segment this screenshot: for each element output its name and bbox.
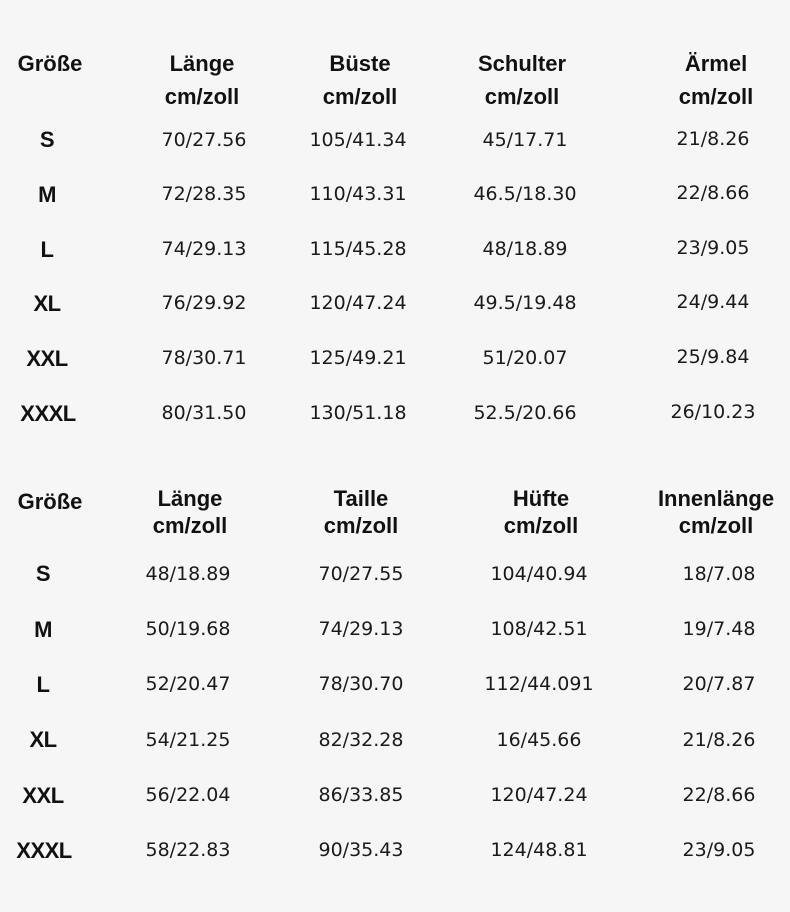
- header-inseam: [658, 485, 774, 539]
- hip-value: 108/42.51: [490, 618, 588, 640]
- header-hip: [504, 485, 579, 539]
- hip-value: 124/48.81: [490, 839, 588, 861]
- size-label: XL: [29, 727, 57, 752]
- waist-value: 70/27.55: [318, 563, 404, 585]
- size-label: S: [35, 561, 51, 586]
- header-label: Innenlänge: [657, 486, 775, 511]
- header-label: Länge: [157, 486, 223, 511]
- inseam-value: 22/8.66: [682, 784, 756, 806]
- shoulder-value: 49.5/19.48: [473, 292, 577, 314]
- shoulder-value: 46.5/18.30: [473, 183, 577, 205]
- length-value: 76/29.92: [161, 292, 247, 314]
- length-value: 58/22.83: [145, 839, 231, 861]
- header-label: Größe: [17, 51, 83, 76]
- length-value: 56/22.04: [145, 784, 231, 806]
- header-unit: cm/zoll: [164, 84, 240, 109]
- length-value: 72/28.35: [161, 183, 247, 205]
- inseam-value: 23/9.05: [682, 839, 756, 861]
- header-unit: cm/zoll: [678, 84, 754, 109]
- hip-value: 120/47.24: [490, 784, 588, 806]
- size-label: S: [39, 127, 55, 152]
- size-label: XXL: [26, 346, 68, 371]
- waist-value: 78/30.70: [318, 673, 404, 695]
- sleeve-value: 24/9.44: [676, 291, 750, 313]
- header-label: Länge: [169, 51, 235, 76]
- bust-value: 125/49.21: [309, 347, 407, 369]
- shoulder-value: 52.5/20.66: [473, 402, 577, 424]
- length-value: 54/21.25: [145, 729, 231, 751]
- header-unit: cm/zoll: [503, 513, 579, 538]
- header-size: [18, 485, 83, 518]
- shoulder-value: 45/17.71: [482, 129, 568, 151]
- bust-value: 120/47.24: [309, 292, 407, 314]
- size-label: XXXL: [20, 401, 76, 426]
- length-value: 48/18.89: [145, 563, 231, 585]
- header-length: [153, 485, 228, 539]
- sleeve-value: 21/8.26: [676, 128, 750, 150]
- header-unit: cm/zoll: [152, 513, 228, 538]
- bust-value: 110/43.31: [309, 183, 407, 205]
- size-label: XL: [33, 291, 61, 316]
- bust-value: 130/51.18: [309, 402, 407, 424]
- header-unit: cm/zoll: [484, 84, 560, 109]
- header-unit: cm/zoll: [322, 84, 398, 109]
- length-value: 70/27.56: [161, 129, 247, 151]
- waist-value: 74/29.13: [318, 618, 404, 640]
- bust-value: 115/45.28: [309, 238, 407, 260]
- waist-value: 82/32.28: [318, 729, 404, 751]
- length-value: 78/30.71: [161, 347, 247, 369]
- header-unit: cm/zoll: [323, 513, 399, 538]
- header-waist: [324, 485, 399, 539]
- header-length: [165, 47, 240, 113]
- size-label: M: [38, 182, 56, 207]
- hip-value: 112/44.091: [484, 673, 594, 695]
- inseam-value: 18/7.08: [682, 563, 756, 585]
- waist-value: 86/33.85: [318, 784, 404, 806]
- header-label: Taille: [333, 486, 389, 511]
- header-label: Ärmel: [684, 51, 748, 76]
- header-size: [18, 47, 83, 80]
- length-value: 80/31.50: [161, 402, 247, 424]
- header-sleeve: [679, 47, 754, 113]
- shoulder-value: 51/20.07: [482, 347, 568, 369]
- inseam-value: 19/7.48: [682, 618, 756, 640]
- size-label: XXXL: [16, 838, 72, 863]
- header-label: Schulter: [477, 51, 567, 76]
- bust-value: 105/41.34: [309, 129, 407, 151]
- length-value: 50/19.68: [145, 618, 231, 640]
- inseam-value: 20/7.87: [682, 673, 756, 695]
- header-unit: cm/zoll: [678, 513, 754, 538]
- shoulder-value: 48/18.89: [482, 238, 568, 260]
- hip-value: 104/40.94: [490, 563, 588, 585]
- header-bust: [323, 47, 398, 113]
- hip-value: 16/45.66: [496, 729, 582, 751]
- sleeve-value: 23/9.05: [676, 237, 750, 259]
- size-label: L: [36, 672, 50, 697]
- length-value: 74/29.13: [161, 238, 247, 260]
- length-value: 52/20.47: [145, 673, 231, 695]
- header-label: Büste: [329, 51, 391, 76]
- header-shoulder: [478, 47, 566, 113]
- sleeve-value: 22/8.66: [676, 182, 750, 204]
- sleeve-value: 25/9.84: [676, 346, 750, 368]
- size-label: XXL: [22, 783, 64, 808]
- inseam-value: 21/8.26: [682, 729, 756, 751]
- waist-value: 90/35.43: [318, 839, 404, 861]
- sleeve-value: 26/10.23: [670, 401, 756, 423]
- header-label: Hüfte: [512, 486, 570, 511]
- size-label: L: [40, 237, 54, 262]
- size-label: M: [34, 617, 52, 642]
- header-label: Größe: [17, 489, 83, 514]
